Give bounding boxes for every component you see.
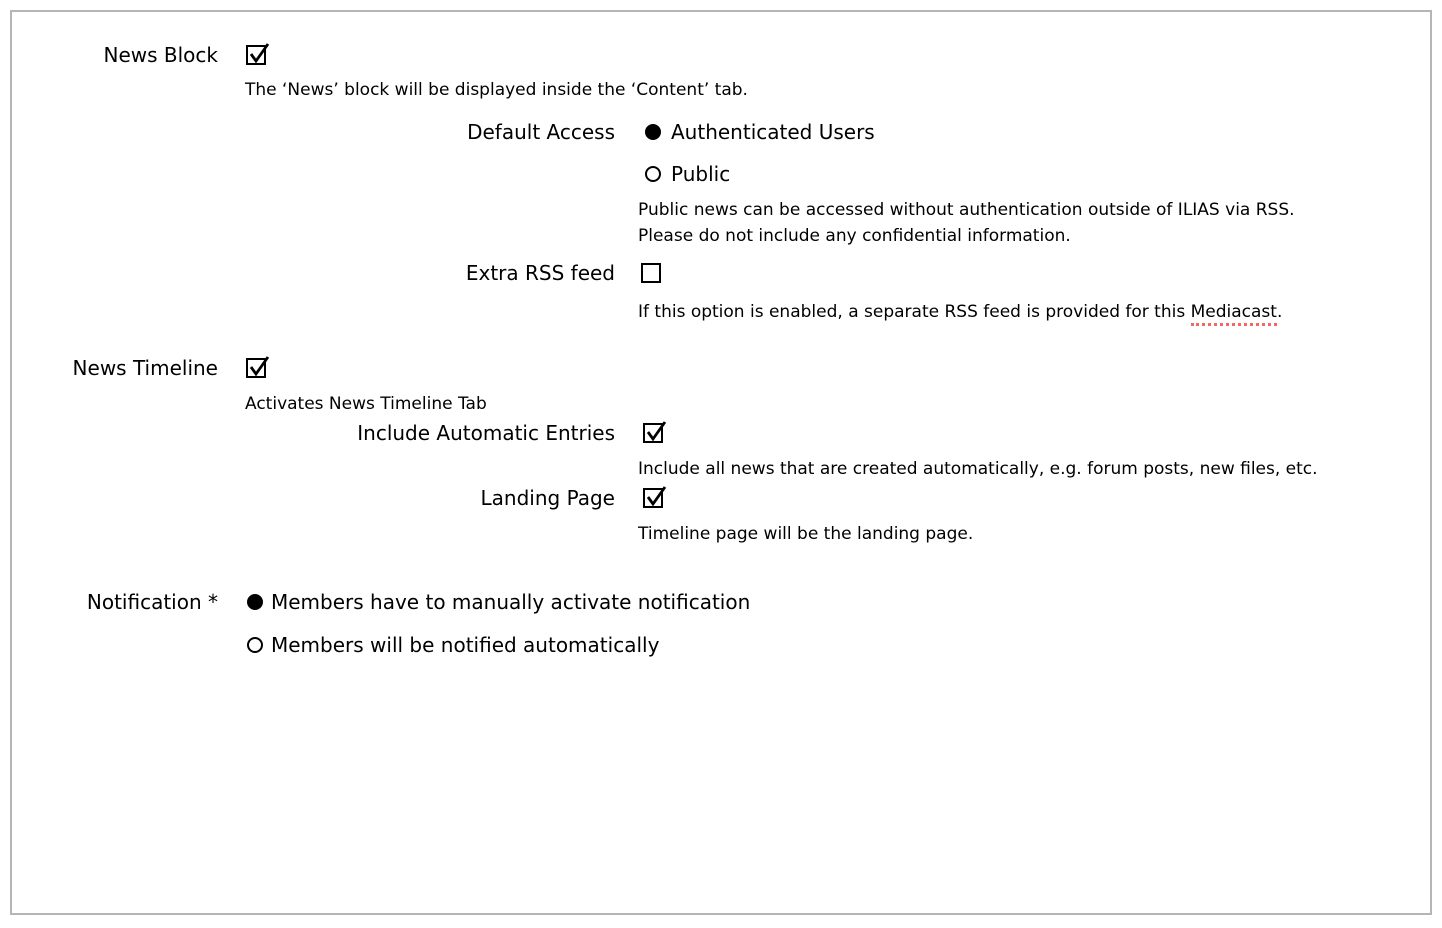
landing-page-label: Landing Page — [480, 486, 615, 510]
news-timeline-label: News Timeline — [72, 356, 218, 380]
field-notification — [12, 590, 750, 615]
news-block-byline: The ‘News’ block will be displayed inside the ‘Content’ tab. — [245, 80, 748, 100]
field-default-access — [12, 120, 875, 145]
field-news-timeline — [12, 356, 266, 381]
landing-page-byline: Timeline page will be the landing page. — [638, 524, 974, 544]
field-extra-rss-feed — [12, 261, 661, 286]
extra-rss-feed-checkbox[interactable] — [641, 263, 661, 283]
extra-rss-feed-byline: If this option is enabled, a separate RSS feed is provided for this Mediacast. — [638, 299, 1282, 325]
notification-option-manual-label[interactable]: Members have to manually activate notification — [271, 590, 751, 614]
notification-radio-automatic[interactable] — [247, 637, 263, 653]
field-notification-auto — [12, 633, 659, 658]
include-automatic-entries-checkbox[interactable] — [643, 423, 663, 443]
extra-rss-feed-label: Extra RSS feed — [465, 261, 615, 285]
checkmark-icon — [248, 41, 270, 66]
field-landing-page — [12, 486, 663, 511]
checkmark-icon — [248, 354, 270, 379]
default-access-byline-line2: Please do not include any confidential information. — [638, 226, 1071, 246]
include-automatic-entries-label: Include Automatic Entries — [357, 421, 615, 445]
notification-radio-manual[interactable] — [247, 594, 263, 610]
landing-page-checkbox[interactable] — [643, 488, 663, 508]
spellcheck-underlined-word: Mediacast — [1191, 302, 1277, 326]
field-news-block — [12, 43, 266, 68]
field-include-automatic-entries — [12, 421, 663, 446]
news-timeline-checkbox[interactable] — [246, 358, 266, 378]
field-default-access-public — [12, 162, 730, 187]
default-access-label: Default Access — [467, 120, 615, 144]
default-access-option-authenticated-label[interactable]: Authenticated Users — [671, 120, 875, 144]
settings-form-panel — [10, 10, 1432, 915]
news-block-checkbox[interactable] — [246, 45, 266, 65]
default-access-byline-line1: Public news can be accessed without authentication outside of ILIAS via RSS. — [638, 200, 1295, 220]
default-access-option-public-label[interactable]: Public — [671, 162, 731, 186]
checkmark-icon — [645, 484, 667, 509]
news-block-label: News Block — [103, 43, 218, 67]
default-access-radio-authenticated[interactable] — [645, 124, 661, 140]
include-automatic-entries-byline: Include all news that are created automatically, e.g. forum posts, new files, etc. — [638, 459, 1318, 479]
notification-label: Notification * — [86, 590, 218, 614]
checkmark-icon — [645, 419, 667, 444]
default-access-byline — [638, 197, 1295, 249]
notification-option-automatic-label[interactable]: Members will be notified automatically — [271, 633, 660, 657]
news-timeline-byline: Activates News Timeline Tab — [245, 394, 487, 414]
default-access-radio-public[interactable] — [645, 166, 661, 182]
